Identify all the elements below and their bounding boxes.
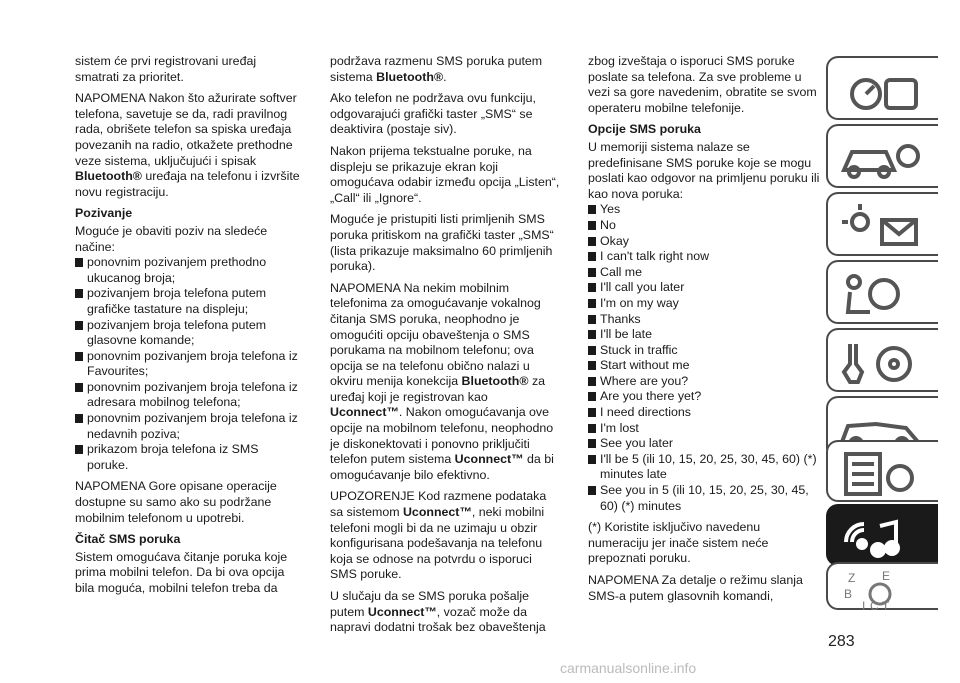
list-item: I can't talk right now: [588, 249, 820, 265]
sun-warning-tab[interactable]: [826, 192, 938, 256]
list-item: Start without me: [588, 358, 820, 374]
list-item: prikazom broja telefona iz SMS poruke.: [75, 442, 303, 473]
list-item: Thanks: [588, 312, 820, 328]
steering-tools-icon: [836, 336, 926, 388]
list-item: Where are you?: [588, 374, 820, 390]
list-item: ponovnim pozivanjem broja telefona iz adresara mobilnog telefona;: [75, 380, 303, 411]
paragraph: zbog izveštaja o isporuci SMS poruke poslate sa telefona. Za sve probleme u vezi sa gore navedenim, obratite se svom operateru mobilne telefonije.: [588, 54, 817, 115]
service-list-icon: [836, 448, 926, 500]
page-number: 283: [828, 633, 855, 650]
multimedia-tab[interactable]: [826, 504, 938, 566]
car-info-icon: [836, 132, 926, 184]
paragraph: Sistem omogućava čitanje poruka koje prima mobilni telefon. Da bi ova opcija bila moguća, mobilni telefon treba da: [75, 549, 288, 595]
service-list-tab[interactable]: [826, 440, 938, 502]
svg-text:C: C: [870, 599, 879, 613]
list-item: pozivanjem broja telefona putem grafičke tastature na displeju;: [75, 286, 303, 317]
watermark: carmanualsonline.info: [560, 660, 697, 676]
airbag-seat-icon: [836, 268, 926, 320]
list-item: pozivanjem broja telefona putem glasovne komande;: [75, 318, 303, 349]
paragraph: Moguće je obaviti poziv na sledeće načine:: [75, 223, 268, 254]
svg-text:E: E: [882, 570, 891, 583]
paragraph: NAPOMENA Za detalje o režimu slanja SMS-a putem glasovnih komandi,: [588, 573, 803, 603]
column-1: [75, 54, 303, 603]
svg-text:Z: Z: [848, 571, 856, 585]
list-item: ponovnim pozivanjem prethodno ukucanog broja;: [75, 255, 303, 286]
paragraph: UPOZORENJE Kod razmene podataka sa sistemom Uconnect™, neki mobilni telefoni mogli bi da ne uzimaju u obzir konfigurisana podešavanja na telefonu koja se odnose na potvrdu o isporuci SMS poruke.: [330, 489, 547, 582]
paragraph: podržava razmenu SMS poruka putem sistema Bluetooth®.: [330, 54, 543, 84]
bullet-list: [588, 202, 820, 514]
list-item: Are you there yet?: [588, 389, 820, 405]
bullet-list: [75, 255, 303, 473]
list-item: See you later: [588, 436, 820, 452]
index-letters-icon: [836, 570, 926, 614]
car-dashboard-icon: [836, 64, 926, 116]
paragraph: (*) Koristite isključivo navedenu numeraciju jer inače sistem neće prepoznati poruku.: [588, 520, 769, 566]
paragraph: U memoriji sistema nalaze se predefinisane SMS poruke koje se mogu poslati kao odgovor na primljenu poruku ili kao nova poruka:: [588, 139, 820, 201]
list-item: Yes: [588, 202, 820, 218]
list-item: See you in 5 (ili 10, 15, 20, 25, 30, 45, 60) (*) minutes: [588, 483, 820, 514]
list-item: Okay: [588, 234, 820, 250]
list-item: I'll be late: [588, 327, 820, 343]
list-item: I'm lost: [588, 421, 820, 437]
paragraph: NAPOMENA Gore opisane operacije dostupne su samo ako su podržane mobilnim telefonom u upotrebi.: [75, 479, 277, 525]
paragraph: Moguće je pristupiti listi primljenih SMS poruka pritiskom na grafički taster „SMS“ (lista prikazuje maksimalno 60 primljenih poruka).: [330, 212, 554, 274]
list-item: I need directions: [588, 405, 820, 421]
list-item: I'm on my way: [588, 296, 820, 312]
svg-text:I: I: [862, 599, 866, 613]
list-item: ponovnim pozivanjem broja telefona iz Favourites;: [75, 349, 303, 380]
sun-warning-icon: [836, 200, 926, 252]
paragraph: sistem će prvi registrovani uređaj smatrati za prioritet.: [75, 54, 257, 84]
list-item: I'll be 5 (ili 10, 15, 20, 25, 30, 45, 60) (*) minutes late: [588, 452, 820, 483]
section-heading: Pozivanje: [75, 206, 133, 221]
svg-text:B: B: [844, 587, 853, 601]
multimedia-icon: [836, 512, 926, 564]
airbag-seat-tab[interactable]: [826, 260, 938, 324]
paragraph: NAPOMENA Na nekim mobilnim telefonima za omogućavanje vokalnog čitanja SMS poruka, neophodno je omogućiti opciju obaveštenja o SMS porukama na mobilnom telefonu; ova opcija se na telefonu obično nalazi u okviru menija konekcija Bluetooth® za uređaj koji je registrovan kao Uconnect™. Nakon omogućavanja ove opcije na mobilnom telefonu, neophodno je diskonektovati i ponovno priključiti telefon putem sistema Uconnect™ da bi omogućavanje bilo efektivno.: [330, 280, 554, 482]
paragraph: Nakon prijema tekstualne poruke, na displeju se prikazuje ekran koji omogućava odabir između opcija „Listen“, „Call“ ili „Ignore“.: [330, 143, 560, 205]
list-item: Call me: [588, 265, 820, 281]
section-heading: Opcije SMS poruka: [588, 122, 701, 137]
paragraph: NAPOMENA Nakon što ažurirate softver telefona, savetuje se da, radi pravilnog rada, obrišete telefon sa spiska uređaja povezanih na radio, otkažete prethodne veze sistema, uključujući i spisak Bluetooth® uređaja na telefonu i izvršite novu registraciju.: [75, 91, 300, 199]
car-dashboard-tab[interactable]: [826, 56, 938, 120]
list-item: Stuck in traffic: [588, 343, 820, 359]
column-3: [588, 54, 820, 610]
steering-tools-tab[interactable]: [826, 328, 938, 392]
column-2: [330, 54, 560, 642]
car-info-tab[interactable]: [826, 124, 938, 188]
section-heading: Čitač SMS poruka: [75, 532, 181, 547]
list-item: No: [588, 218, 820, 234]
paragraph: Ako telefon ne podržava ovu funkciju, odgovarajući grafički taster „SMS“ se deaktivira (postaje siv).: [330, 91, 536, 137]
paragraph: U slučaju da se SMS poruka pošalje putem Uconnect™, vozač može da napravi dodatni trošak bez obaveštenja: [330, 589, 546, 635]
list-item: ponovnim pozivanjem broja telefona iz nedavnih poziva;: [75, 411, 303, 442]
svg-text:T: T: [882, 599, 890, 613]
list-item: I'll call you later: [588, 280, 820, 296]
index-tab[interactable]: [826, 562, 938, 613]
